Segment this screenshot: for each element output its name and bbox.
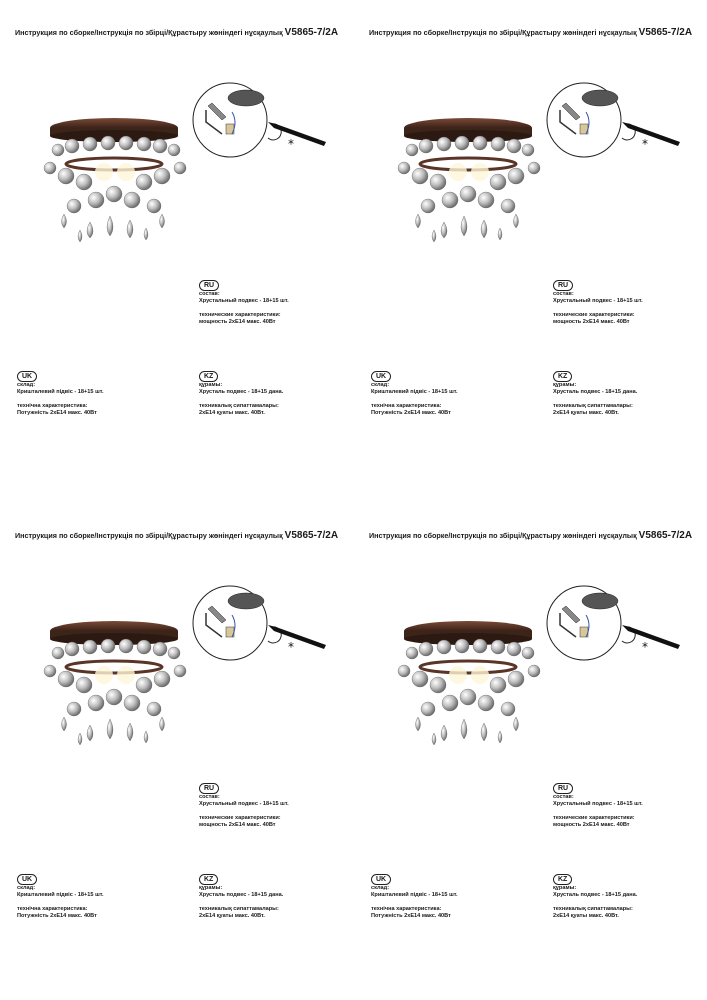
crystal-drops: [44, 136, 186, 242]
mount-plate: [228, 593, 264, 609]
instruction-title: [15, 27, 338, 38]
lang-badge-ru: RU: [553, 783, 573, 794]
lang-badge-ru: RU: [553, 280, 573, 291]
specs-label: техникалық сипаттамалары:: [199, 906, 279, 912]
specs-value: Потужність 2хЕ14 макс. 40Вт: [17, 410, 97, 416]
ceiling-mount-detail-illustration: [188, 585, 338, 665]
bulb-glow: [117, 163, 135, 181]
composition-value: Хрусталь подвес - 18+15 дана.: [553, 892, 638, 898]
composition-value: Хрусталь подвес - 18+15 дана.: [199, 892, 284, 898]
instruction-card-4: [354, 503, 694, 993]
lang-badge-uk: UK: [17, 371, 37, 382]
composition-value: Кришталевий підвіс - 18+15 шт.: [17, 892, 104, 898]
composition-value: Хрусталь подвес - 18+15 дана.: [553, 389, 638, 395]
specs-value: 2хЕ14 қуаты макс. 40Вт.: [199, 410, 265, 416]
crystal-drops: [398, 639, 540, 745]
specs-value: 2хЕ14 қуаты макс. 40Вт.: [199, 913, 265, 919]
bulb-glow: [449, 163, 467, 181]
specs-label: техникалық сипаттамалары:: [553, 906, 633, 912]
mount-plate: [582, 90, 618, 106]
composition-label: склад:: [17, 885, 36, 891]
bulb-glow: [95, 666, 113, 684]
composition-label: құрамы:: [553, 382, 577, 388]
composition-label: склад:: [371, 885, 390, 891]
lamp-inner-ring: [66, 661, 162, 673]
composition-label: құрамы:: [199, 885, 223, 891]
specs-value: Потужність 2хЕ14 макс. 40Вт: [17, 913, 97, 919]
lang-block-kz: [199, 874, 283, 920]
bulb-glow: [471, 163, 489, 181]
lang-block-uk: [371, 874, 458, 920]
instruction-card-1: [0, 0, 340, 490]
specs-label: технические характеристики:: [199, 815, 281, 821]
composition-label: состав:: [199, 794, 220, 800]
asterisk-mark: *: [288, 640, 294, 654]
specs-label: технические характеристики:: [553, 815, 635, 821]
crystal-drops: [44, 639, 186, 745]
asterisk-mark: *: [288, 137, 294, 151]
specs-value: мощность 2хЕ14 макс. 40Вт: [553, 822, 630, 828]
mount-plate: [582, 593, 618, 609]
specs-label: технічна характеристика:: [371, 906, 442, 912]
bulb-glow: [95, 163, 113, 181]
composition-label: құрамы:: [199, 382, 223, 388]
lang-badge-kz: KZ: [199, 371, 218, 382]
composition-label: состав:: [199, 291, 220, 297]
specs-value: мощность 2хЕ14 макс. 40Вт: [199, 319, 276, 325]
instruction-title: [369, 27, 692, 38]
lang-badge-kz: KZ: [199, 874, 218, 885]
crystal-drops: [398, 136, 540, 242]
specs-label: технічна характеристика:: [17, 403, 88, 409]
specs-label: технические характеристики:: [553, 312, 635, 318]
lang-block-ru: [553, 783, 643, 829]
lang-badge-kz: KZ: [553, 874, 572, 885]
lang-badge-uk: UK: [371, 371, 391, 382]
lang-badge-ru: RU: [199, 783, 219, 794]
instruction-card-3: [0, 503, 340, 993]
asterisk-mark: *: [642, 137, 648, 151]
lang-block-kz: [553, 874, 637, 920]
lamp-inner-ring: [66, 158, 162, 170]
lang-block-uk: [371, 371, 458, 417]
specs-label: технические характеристики:: [199, 312, 281, 318]
composition-value: Кришталевий підвіс - 18+15 шт.: [371, 389, 458, 395]
composition-label: состав:: [553, 794, 574, 800]
composition-label: склад:: [371, 382, 390, 388]
composition-value: Кришталевий підвіс - 18+15 шт.: [371, 892, 458, 898]
lamp-inner-ring: [420, 661, 516, 673]
composition-value: Хрустальный подвес - 18+15 шт.: [553, 801, 643, 807]
specs-label: технічна характеристика:: [17, 906, 88, 912]
specs-label: технічна характеристика:: [371, 403, 442, 409]
lang-block-uk: [17, 371, 104, 417]
ceiling-mount-detail-illustration: [542, 585, 692, 665]
crystal-ceiling-lamp-illustration: [34, 613, 194, 753]
title-text: Инструкция по сборке/Інструкція по збірці/Құрастыру жөніндегі нұсқаулық: [369, 28, 637, 37]
crystal-ceiling-lamp-illustration: [388, 613, 548, 753]
lang-block-kz: [199, 371, 283, 417]
title-text: Инструкция по сборке/Інструкція по збірці/Құрастыру жөніндегі нұсқаулық: [15, 531, 283, 540]
lang-block-ru: [553, 280, 643, 326]
screwdriver-icon: [622, 122, 680, 146]
lang-block-ru: [199, 783, 289, 829]
composition-value: Хрустальный подвес - 18+15 шт.: [553, 298, 643, 304]
lang-badge-uk: UK: [17, 874, 37, 885]
screwdriver-icon: [268, 625, 326, 649]
composition-label: құрамы:: [553, 885, 577, 891]
specs-value: мощность 2хЕ14 макс. 40Вт: [199, 822, 276, 828]
instruction-title: [15, 530, 338, 541]
lang-badge-kz: KZ: [553, 371, 572, 382]
bulb-glow: [471, 666, 489, 684]
mount-plate: [228, 90, 264, 106]
bulb-glow: [117, 666, 135, 684]
specs-label: техникалық сипаттамалары:: [199, 403, 279, 409]
bulb-glow: [449, 666, 467, 684]
model-number: V5865-7/2A: [284, 27, 339, 38]
screwdriver-icon: [622, 625, 680, 649]
model-number: V5865-7/2A: [638, 530, 693, 541]
lang-block-uk: [17, 874, 104, 920]
lang-block-kz: [553, 371, 637, 417]
crystal-ceiling-lamp-illustration: [388, 110, 548, 250]
composition-value: Хрустальный подвес - 18+15 шт.: [199, 801, 289, 807]
model-number: V5865-7/2A: [638, 27, 693, 38]
lang-block-ru: [199, 280, 289, 326]
title-text: Инструкция по сборке/Інструкція по збірці/Құрастыру жөніндегі нұсқаулық: [15, 28, 283, 37]
ceiling-mount-detail-illustration: [542, 82, 692, 162]
specs-label: техникалық сипаттамалары:: [553, 403, 633, 409]
composition-label: склад:: [17, 382, 36, 388]
specs-value: мощность 2хЕ14 макс. 40Вт: [553, 319, 630, 325]
lang-badge-ru: RU: [199, 280, 219, 291]
lang-badge-uk: UK: [371, 874, 391, 885]
instruction-title: [369, 530, 692, 541]
composition-value: Хрусталь подвес - 18+15 дана.: [199, 389, 284, 395]
ceiling-mount-detail-illustration: [188, 82, 338, 162]
asterisk-mark: *: [642, 640, 648, 654]
composition-label: состав:: [553, 291, 574, 297]
lamp-inner-ring: [420, 158, 516, 170]
specs-value: Потужність 2хЕ14 макс. 40Вт: [371, 410, 451, 416]
composition-value: Хрустальный подвес - 18+15 шт.: [199, 298, 289, 304]
specs-value: 2хЕ14 қуаты макс. 40Вт.: [553, 410, 619, 416]
composition-value: Кришталевий підвіс - 18+15 шт.: [17, 389, 104, 395]
screwdriver-icon: [268, 122, 326, 146]
specs-value: 2хЕ14 қуаты макс. 40Вт.: [553, 913, 619, 919]
crystal-ceiling-lamp-illustration: [34, 110, 194, 250]
title-text: Инструкция по сборке/Інструкція по збірці/Құрастыру жөніндегі нұсқаулық: [369, 531, 637, 540]
instruction-card-2: [354, 0, 694, 490]
specs-value: Потужність 2хЕ14 макс. 40Вт: [371, 913, 451, 919]
model-number: V5865-7/2A: [284, 530, 339, 541]
